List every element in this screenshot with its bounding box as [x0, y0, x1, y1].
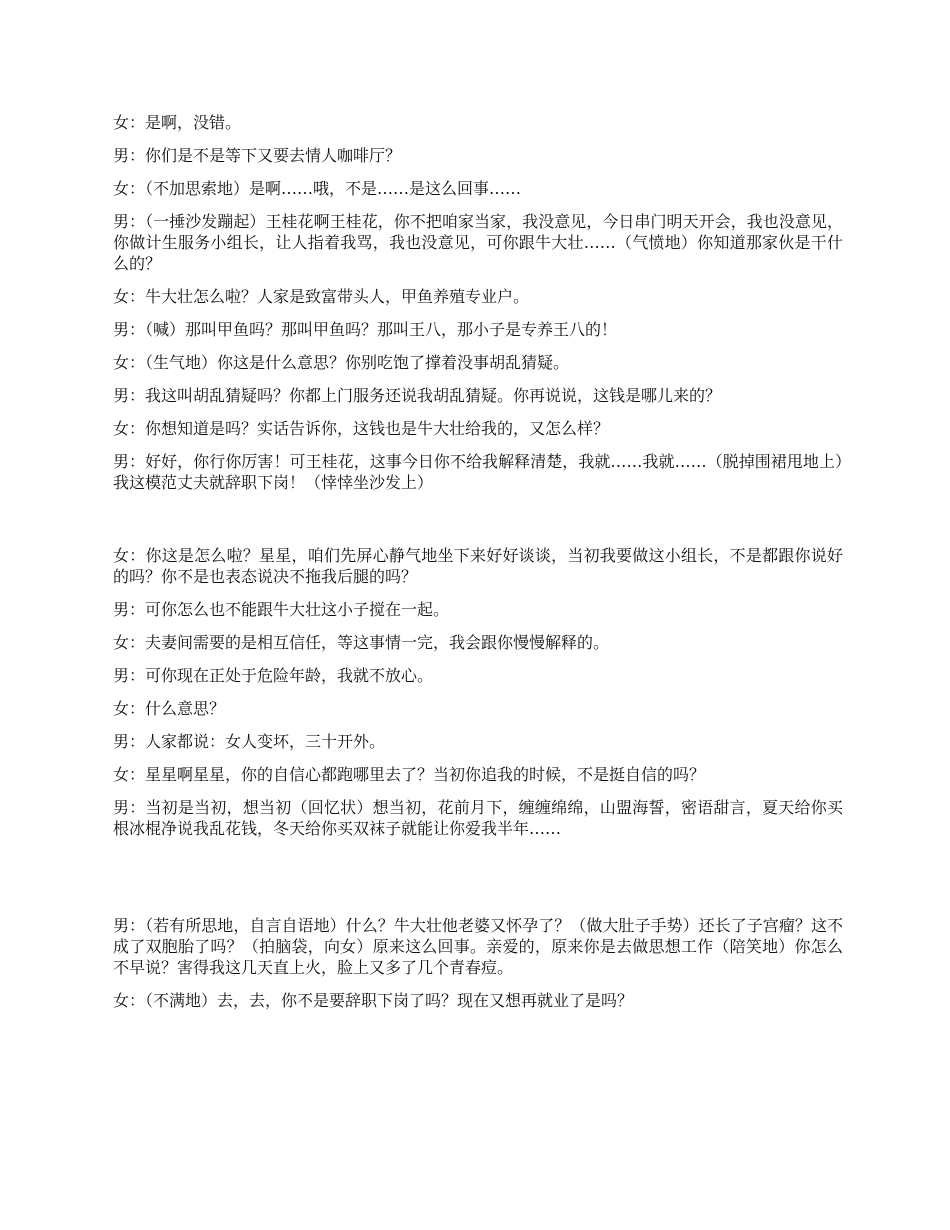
dialogue-line: 女：（不满地）去，去，你不是要辞职下岗了吗？现在又想再就业了是吗？ — [113, 991, 634, 1010]
dialogue-section-1 — [113, 112, 843, 493]
dialogue-line: 女：你这是怎么啦？星星，咱们先屏心静气地坐下来好好谈谈，当初我要做这小组长，不是都跟你说好的吗？你不是也表态说决不拖我后腿的吗？ — [113, 546, 843, 586]
dialogue-line: 女：是啊，没错。 — [113, 113, 242, 132]
section-gap — [113, 505, 843, 545]
dialogue-line: 女：夫妻间需要的是相互信任，等这事情一完，我会跟你慢慢解释的。 — [113, 633, 610, 652]
dialogue-line: 男：可你怎么也不能跟牛大壮这小子搅在一起。 — [113, 600, 450, 619]
dialogue-line: 男：我这叫胡乱猜疑吗？你都上门服务还说我胡乱猜疑。你再说说，这钱是哪儿来的？ — [113, 386, 722, 405]
dialogue-line: 男：你们是不是等下又要去情人咖啡厅？ — [113, 146, 402, 165]
dialogue-line: 女：星星啊星星，你的自信心都跑哪里去了？当初你追我的时候，不是挺自信的吗？ — [113, 765, 706, 784]
dialogue-line: 女：牛大壮怎么啦？人家是致富带头人，甲鱼养殖专业户。 — [113, 287, 530, 306]
dialogue-line: 男：人家都说：女人变坏，三十开外。 — [113, 732, 386, 751]
dialogue-line: 男：（若有所思地，自言自语地）什么？牛大壮他老婆又怀孕了？（做大肚子手势）还长了子宫瘤？这不成了双胞胎了吗？（拍脑袋，向女）原来这么回事。亲爱的，原来你是去做思想工作（陪笑地）你怎么不早说？害得我这几天直上火，脸上又多了几个青春痘。 — [113, 916, 843, 977]
dialogue-line: 女：（不加思索地）是啊……哦，不是……是这么回事…… — [113, 179, 522, 198]
dialogue-line: 男：好好，你行你厉害！可王桂花，这事今日你不给我解释清楚，我就……我就……（脱掉围裙甩地上）我这模范丈夫就辞职下岗！（悻悻坐沙发上） — [113, 452, 843, 492]
dialogue-line: 男：（喊）那叫甲鱼吗？那叫甲鱼吗？那叫王八，那小子是专养王八的！ — [113, 320, 618, 339]
dialogue-line: 女：你想知道是吗？实话告诉你，这钱也是牛大壮给我的，又怎么样？ — [113, 419, 610, 438]
section-gap — [113, 851, 843, 915]
dialogue-section-2 — [113, 545, 843, 839]
dialogue-line: 男：当初是当初，想当初（回忆状）想当初，花前月下，缠缠绵绵，山盟海誓，密语甜言，夏天给你买根冰棍净说我乱花钱，冬天给你买双袜子就能让你爱我半年…… — [113, 798, 843, 838]
dialogue-line: 男：可你现在正处于危险年龄，我就不放心。 — [113, 666, 434, 685]
dialogue-section-3 — [113, 915, 843, 1011]
dialogue-line: 女：什么意思？ — [113, 699, 226, 718]
dialogue-line: 男：（一捶沙发蹦起）王桂花啊王桂花，你不把咱家当家，我没意见，今日串门明天开会，我也没意见，你做计生服务小组长，让人指着我骂，我也没意见，可你跟牛大壮……（气愤地）你知道那家伙是干什么的？ — [113, 212, 843, 273]
script-page — [113, 112, 843, 1023]
dialogue-line: 女：（生气地）你这是什么意思？你别吃饱了撑着没事胡乱猜疑。 — [113, 353, 570, 372]
